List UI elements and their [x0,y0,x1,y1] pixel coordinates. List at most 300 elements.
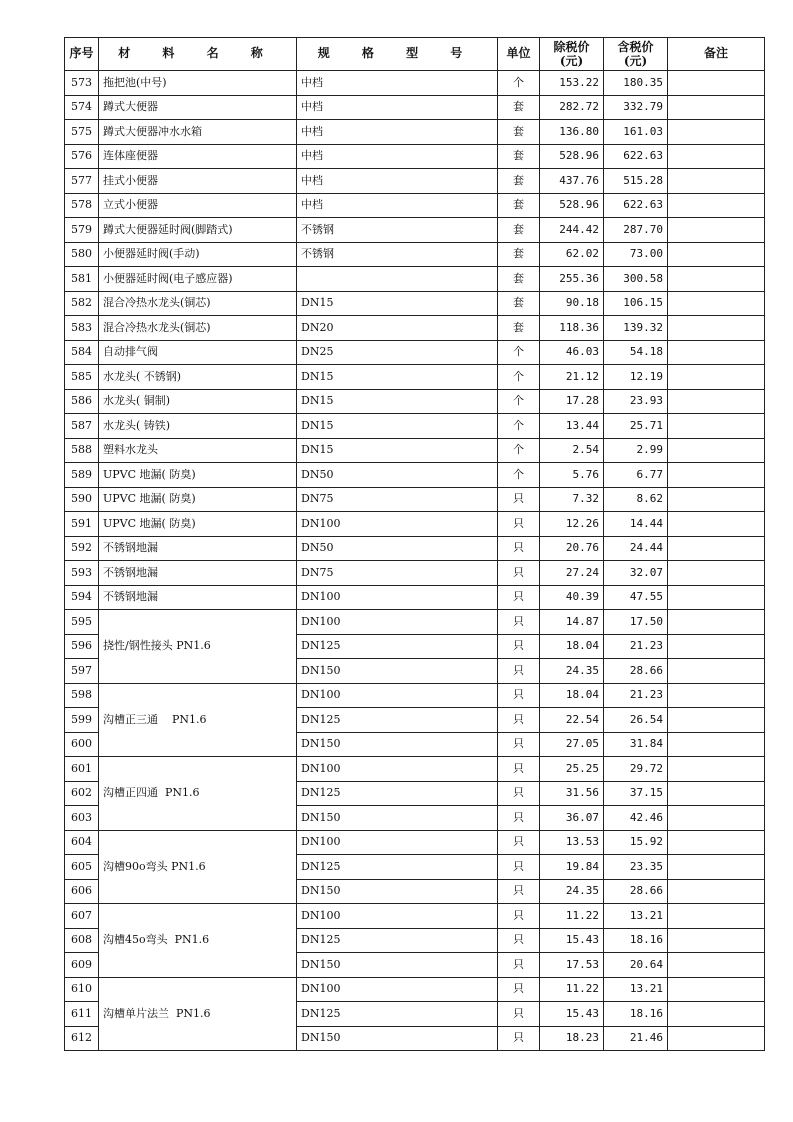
remark [668,683,765,708]
spec-model: DN15 [297,414,498,439]
table-row [65,757,765,782]
header-no: 序号 [65,38,99,71]
price-ex-tax: 20.76 [540,536,604,561]
remark [668,806,765,831]
material-name: 自动排气阀 [99,340,297,365]
row-number: 596 [65,634,99,659]
unit: 只 [498,953,540,978]
price-inc-tax: 73.00 [604,242,668,267]
spec-model: DN100 [297,904,498,929]
unit: 只 [498,634,540,659]
price-ex-tax: 255.36 [540,267,604,292]
spec-model: DN125 [297,634,498,659]
table-row [65,242,765,267]
table-row [65,267,765,292]
material-name: 不锈钢地漏 [99,561,297,586]
remark [668,561,765,586]
material-name: 挠性/钢性接头 PN1.6 [99,610,297,684]
header-spec: 规 格 型 号 [297,38,498,71]
spec-model: DN100 [297,683,498,708]
remark [668,659,765,684]
remark [668,340,765,365]
price-inc-tax: 24.44 [604,536,668,561]
remark [668,438,765,463]
price-inc-tax: 2.99 [604,438,668,463]
price-inc-tax: 21.23 [604,683,668,708]
table-row [65,120,765,145]
price-ex-tax: 136.80 [540,120,604,145]
price-ex-tax: 90.18 [540,291,604,316]
material-name: 塑料水龙头 [99,438,297,463]
remark [668,585,765,610]
price-inc-tax: 18.16 [604,928,668,953]
row-number: 576 [65,144,99,169]
spec-model: DN75 [297,487,498,512]
price-inc-tax: 21.46 [604,1026,668,1051]
price-ex-tax: 437.76 [540,169,604,194]
material-name: 混合冷热水龙头(铜芯) [99,316,297,341]
material-name: 连体座便器 [99,144,297,169]
price-ex-tax: 22.54 [540,708,604,733]
table-row [65,536,765,561]
unit: 只 [498,708,540,733]
remark [668,855,765,880]
row-number: 604 [65,830,99,855]
spec-model: DN75 [297,561,498,586]
price-ex-tax: 21.12 [540,365,604,390]
price-inc-tax: 8.62 [604,487,668,512]
remark [668,781,765,806]
table-row [65,610,765,635]
row-number: 589 [65,463,99,488]
spec-model: DN25 [297,340,498,365]
row-number: 594 [65,585,99,610]
price-inc-tax: 6.77 [604,463,668,488]
unit: 套 [498,193,540,218]
price-ex-tax: 27.05 [540,732,604,757]
table-row [65,904,765,929]
material-name: 不锈钢地漏 [99,585,297,610]
spec-model: DN125 [297,781,498,806]
price-ex-tax: 11.22 [540,904,604,929]
spec-model: DN100 [297,585,498,610]
price-inc-tax: 287.70 [604,218,668,243]
unit: 只 [498,806,540,831]
table-row [65,291,765,316]
price-ex-tax: 153.22 [540,71,604,96]
price-ex-tax: 14.87 [540,610,604,635]
row-number: 605 [65,855,99,880]
header-price-inc-tax-label: 含税价 [617,40,654,54]
table-row [65,95,765,120]
price-inc-tax: 29.72 [604,757,668,782]
remark [668,879,765,904]
table-header [65,38,765,71]
row-number: 603 [65,806,99,831]
price-inc-tax: 15.92 [604,830,668,855]
remark [668,757,765,782]
price-ex-tax: 12.26 [540,512,604,537]
spec-model: DN15 [297,438,498,463]
price-ex-tax: 46.03 [540,340,604,365]
spec-model: DN150 [297,879,498,904]
material-name: 水龙头( 铜制) [99,389,297,414]
spec-model: 中档 [297,95,498,120]
table-row [65,169,765,194]
remark [668,1026,765,1051]
remark [668,536,765,561]
spec-model: 中档 [297,169,498,194]
remark [668,977,765,1002]
price-ex-tax: 24.35 [540,879,604,904]
material-name: 沟槽正三通 PN1.6 [99,683,297,757]
unit: 套 [498,120,540,145]
remark [668,512,765,537]
price-ex-tax: 2.54 [540,438,604,463]
price-ex-tax: 24.35 [540,659,604,684]
remark [668,71,765,96]
price-table [64,37,765,1051]
price-ex-tax: 18.23 [540,1026,604,1051]
price-ex-tax: 528.96 [540,193,604,218]
price-ex-tax: 18.04 [540,683,604,708]
material-name: 混合冷热水龙头(铜芯) [99,291,297,316]
table-row [65,438,765,463]
table-row [65,512,765,537]
row-number: 593 [65,561,99,586]
price-inc-tax: 17.50 [604,610,668,635]
price-inc-tax: 332.79 [604,95,668,120]
unit: 个 [498,438,540,463]
material-name: UPVC 地漏( 防臭) [99,512,297,537]
remark [668,830,765,855]
header-price-inc-tax-unit: (元) [623,54,648,68]
remark [668,365,765,390]
price-inc-tax: 42.46 [604,806,668,831]
material-name: UPVC 地漏( 防臭) [99,463,297,488]
price-ex-tax: 5.76 [540,463,604,488]
spec-model: DN125 [297,928,498,953]
remark [668,732,765,757]
row-number: 611 [65,1002,99,1027]
spec-model: 中档 [297,120,498,145]
header-price-ex-tax [540,38,604,71]
price-inc-tax: 622.63 [604,144,668,169]
row-number: 575 [65,120,99,145]
price-ex-tax: 36.07 [540,806,604,831]
price-inc-tax: 14.44 [604,512,668,537]
row-number: 580 [65,242,99,267]
unit: 个 [498,414,540,439]
row-number: 573 [65,71,99,96]
unit: 只 [498,1002,540,1027]
remark [668,242,765,267]
row-number: 591 [65,512,99,537]
table-row [65,561,765,586]
spec-model: DN50 [297,463,498,488]
price-inc-tax: 12.19 [604,365,668,390]
unit: 只 [498,487,540,512]
material-name: 沟槽正四通 PN1.6 [99,757,297,831]
table-row [65,365,765,390]
remark [668,267,765,292]
remark [668,95,765,120]
row-number: 582 [65,291,99,316]
unit: 只 [498,683,540,708]
unit: 只 [498,561,540,586]
unit: 个 [498,463,540,488]
unit: 个 [498,389,540,414]
remark [668,316,765,341]
header-price-ex-tax-unit: (元) [559,54,584,68]
material-name: 水龙头( 铸铁) [99,414,297,439]
spec-model: DN15 [297,291,498,316]
material-name: 沟槽45o弯头 PN1.6 [99,904,297,978]
spec-model: DN150 [297,732,498,757]
remark [668,193,765,218]
unit: 只 [498,512,540,537]
row-number: 599 [65,708,99,733]
row-number: 609 [65,953,99,978]
spec-model: DN15 [297,365,498,390]
row-number: 574 [65,95,99,120]
remark [668,169,765,194]
spec-model: DN125 [297,855,498,880]
row-number: 607 [65,904,99,929]
price-inc-tax: 28.66 [604,879,668,904]
table-row [65,144,765,169]
remark [668,610,765,635]
row-number: 601 [65,757,99,782]
table-row [65,193,765,218]
spec-model: DN100 [297,830,498,855]
unit: 只 [498,904,540,929]
spec-model: 中档 [297,144,498,169]
row-number: 610 [65,977,99,1002]
row-number: 581 [65,267,99,292]
material-name: 水龙头( 不锈钢) [99,365,297,390]
material-name: 拖把池(中号) [99,71,297,96]
price-ex-tax: 7.32 [540,487,604,512]
remark [668,708,765,733]
table-row [65,463,765,488]
price-inc-tax: 54.18 [604,340,668,365]
remark [668,414,765,439]
material-name: 蹲式大便器 [99,95,297,120]
unit: 只 [498,928,540,953]
price-inc-tax: 622.63 [604,193,668,218]
remark [668,487,765,512]
price-inc-tax: 515.28 [604,169,668,194]
unit: 个 [498,365,540,390]
material-name: 不锈钢地漏 [99,536,297,561]
price-inc-tax: 139.32 [604,316,668,341]
price-inc-tax: 28.66 [604,659,668,684]
price-inc-tax: 23.93 [604,389,668,414]
spec-model: 中档 [297,193,498,218]
remark [668,928,765,953]
unit: 个 [498,340,540,365]
spec-model: DN100 [297,757,498,782]
remark [668,120,765,145]
price-ex-tax: 19.84 [540,855,604,880]
table-row [65,683,765,708]
header-name: 材 料 名 称 [99,38,297,71]
row-number: 584 [65,340,99,365]
row-number: 602 [65,781,99,806]
unit: 只 [498,977,540,1002]
material-name: 小便器延时阀(手动) [99,242,297,267]
spec-model: DN125 [297,708,498,733]
row-number: 585 [65,365,99,390]
material-name: 挂式小便器 [99,169,297,194]
price-ex-tax: 31.56 [540,781,604,806]
material-name: UPVC 地漏( 防臭) [99,487,297,512]
price-ex-tax: 13.44 [540,414,604,439]
price-inc-tax: 13.21 [604,977,668,1002]
remark [668,953,765,978]
price-inc-tax: 32.07 [604,561,668,586]
price-ex-tax: 15.43 [540,1002,604,1027]
spec-model: 不锈钢 [297,242,498,267]
price-ex-tax: 118.36 [540,316,604,341]
unit: 只 [498,1026,540,1051]
row-number: 578 [65,193,99,218]
spec-model: DN100 [297,610,498,635]
unit: 套 [498,218,540,243]
price-inc-tax: 13.21 [604,904,668,929]
row-number: 606 [65,879,99,904]
material-name: 蹲式大便器冲水水箱 [99,120,297,145]
table-row [65,218,765,243]
spec-model: DN150 [297,659,498,684]
price-ex-tax: 17.28 [540,389,604,414]
remark [668,389,765,414]
row-number: 592 [65,536,99,561]
material-name: 蹲式大便器延时阀(脚踏式) [99,218,297,243]
unit: 套 [498,144,540,169]
price-ex-tax: 40.39 [540,585,604,610]
unit: 套 [498,291,540,316]
row-number: 608 [65,928,99,953]
table-row [65,830,765,855]
material-name: 沟槽90o弯头 PN1.6 [99,830,297,904]
material-name: 沟槽单片法兰 PN1.6 [99,977,297,1051]
price-inc-tax: 47.55 [604,585,668,610]
price-ex-tax: 62.02 [540,242,604,267]
price-inc-tax: 300.58 [604,267,668,292]
header-price-ex-tax-label: 除税价 [553,40,590,54]
unit: 只 [498,879,540,904]
price-inc-tax: 37.15 [604,781,668,806]
table-body [65,71,765,1051]
header-unit: 单位 [498,38,540,71]
price-ex-tax: 18.04 [540,634,604,659]
price-inc-tax: 18.16 [604,1002,668,1027]
spec-model: 不锈钢 [297,218,498,243]
price-inc-tax: 161.03 [604,120,668,145]
table-row [65,71,765,96]
spec-model [297,267,498,292]
row-number: 587 [65,414,99,439]
remark [668,1002,765,1027]
unit: 只 [498,659,540,684]
unit: 套 [498,242,540,267]
row-number: 590 [65,487,99,512]
row-number: 579 [65,218,99,243]
price-ex-tax: 27.24 [540,561,604,586]
spec-model: DN15 [297,389,498,414]
row-number: 583 [65,316,99,341]
material-name: 小便器延时阀(电子感应器) [99,267,297,292]
row-number: 577 [65,169,99,194]
remark [668,144,765,169]
price-ex-tax: 11.22 [540,977,604,1002]
table-row [65,340,765,365]
spec-model: DN20 [297,316,498,341]
price-ex-tax: 528.96 [540,144,604,169]
price-ex-tax: 282.72 [540,95,604,120]
unit: 只 [498,855,540,880]
price-inc-tax: 26.54 [604,708,668,733]
remark [668,463,765,488]
remark [668,218,765,243]
row-number: 586 [65,389,99,414]
table-row [65,585,765,610]
row-number: 595 [65,610,99,635]
spec-model: DN150 [297,1026,498,1051]
spec-model: DN100 [297,977,498,1002]
spec-model: 中档 [297,71,498,96]
spec-model: DN125 [297,1002,498,1027]
table-row [65,487,765,512]
remark [668,634,765,659]
remark [668,291,765,316]
remark [668,904,765,929]
material-name: 立式小便器 [99,193,297,218]
row-number: 612 [65,1026,99,1051]
unit: 只 [498,585,540,610]
unit: 只 [498,781,540,806]
unit: 套 [498,169,540,194]
unit: 个 [498,71,540,96]
table-row [65,977,765,1002]
price-inc-tax: 31.84 [604,732,668,757]
price-inc-tax: 21.23 [604,634,668,659]
price-ex-tax: 25.25 [540,757,604,782]
price-inc-tax: 180.35 [604,71,668,96]
price-ex-tax: 13.53 [540,830,604,855]
price-ex-tax: 15.43 [540,928,604,953]
row-number: 600 [65,732,99,757]
price-inc-tax: 25.71 [604,414,668,439]
unit: 只 [498,732,540,757]
spec-model: DN150 [297,806,498,831]
price-inc-tax: 23.35 [604,855,668,880]
unit: 套 [498,267,540,292]
table-row [65,316,765,341]
price-inc-tax: 106.15 [604,291,668,316]
table-row [65,389,765,414]
row-number: 588 [65,438,99,463]
price-ex-tax: 17.53 [540,953,604,978]
row-number: 597 [65,659,99,684]
table-row [65,414,765,439]
row-number: 598 [65,683,99,708]
spec-model: DN100 [297,512,498,537]
unit: 只 [498,830,540,855]
unit: 套 [498,95,540,120]
